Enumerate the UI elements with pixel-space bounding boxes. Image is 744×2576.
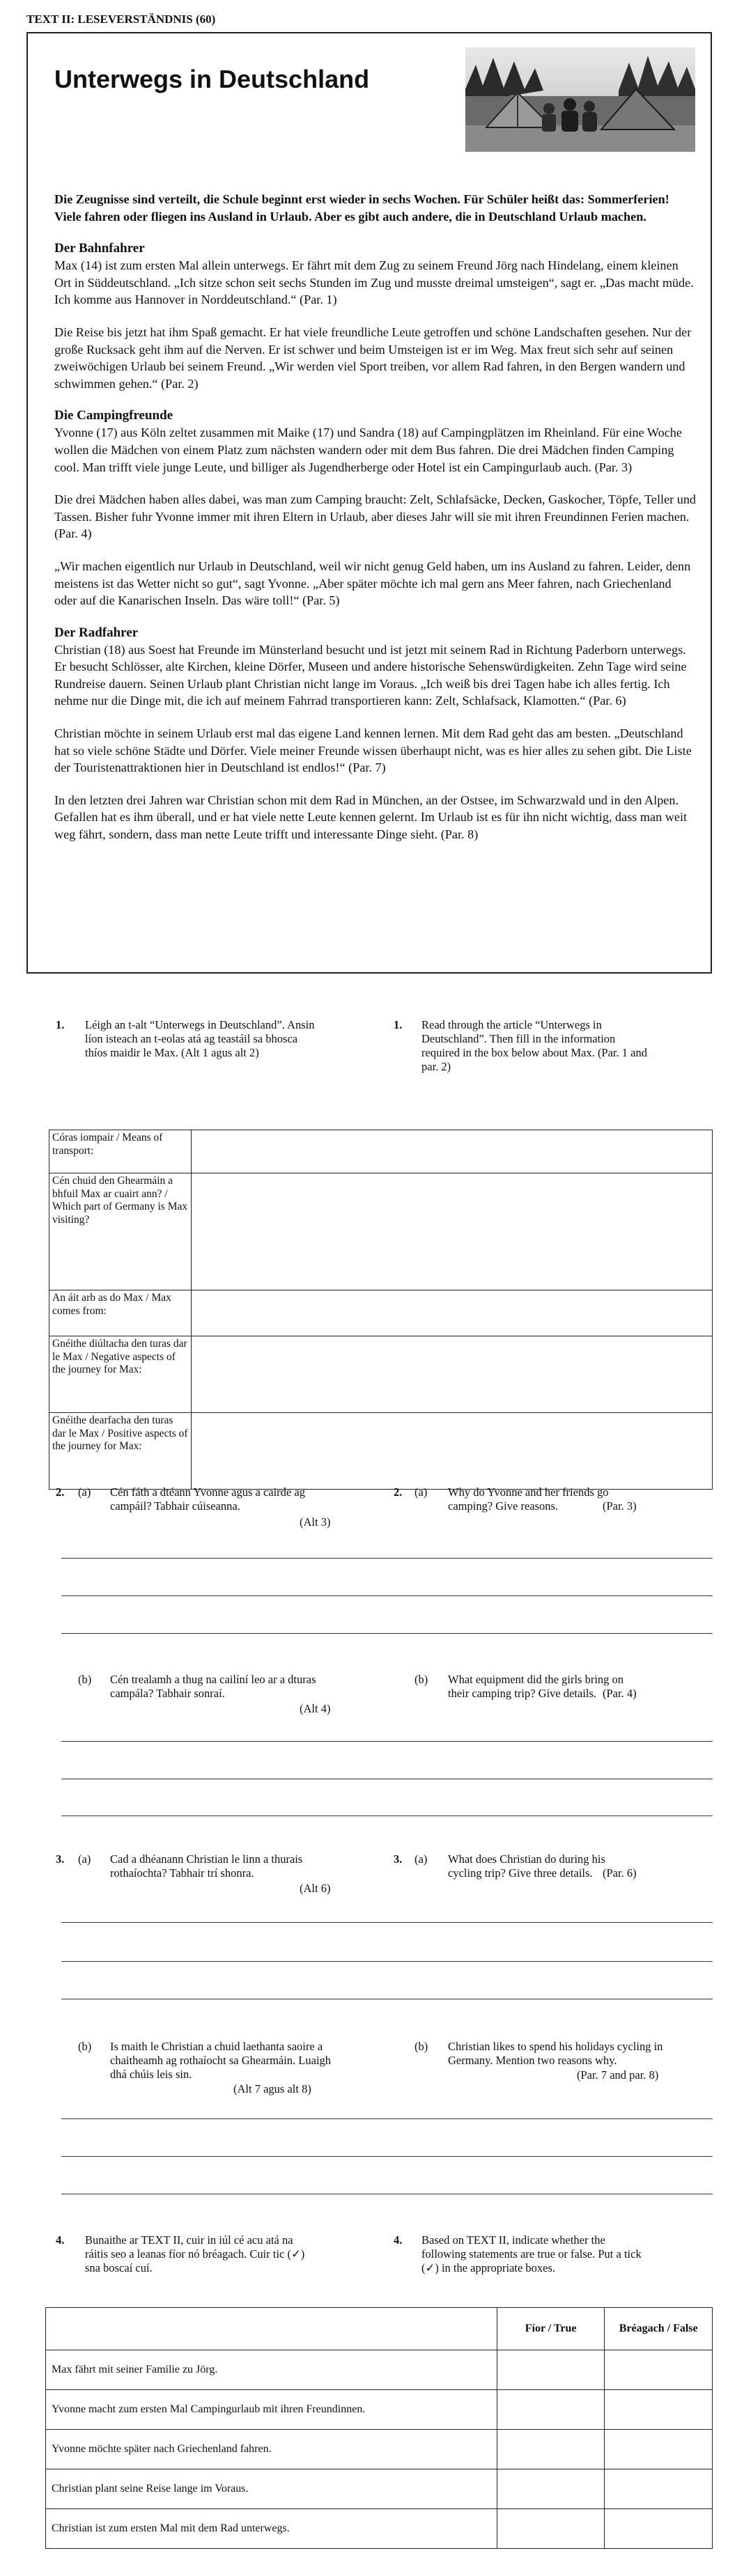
q2-number-en: 2. (394, 1485, 403, 1499)
q2b-ref-ga: (Alt 4) (300, 1702, 331, 1715)
statement-3: Yvonne möchte später nach Griechenland fahren. (46, 2430, 497, 2469)
answer-cell-positive[interactable] (192, 1413, 713, 1490)
q3b-label-ga: (b) (78, 2040, 92, 2053)
statement-5: Christian ist zum ersten Mal mit dem Rad unterwegs. (46, 2509, 497, 2549)
false-checkbox-4[interactable] (605, 2469, 713, 2509)
q3a-ref-en: (Par. 6) (603, 1866, 637, 1880)
q3b-ref-ga: (Alt 7 agus alt 8) (233, 2082, 311, 2095)
q3a-label-ga: (a) (78, 1852, 91, 1866)
q2a-label-en: (a) (414, 1485, 428, 1499)
false-checkbox-2[interactable] (605, 2390, 713, 2430)
true-checkbox-5[interactable] (497, 2509, 605, 2549)
paragraph-3: Yvonne (17) aus Köln zeltet zusammen mit Maike (17) und Sandra (18) auf Campingplätzen im Rheinland. Für eine Woche wollen die Mädchen von einem Platz zum nächsten wandern oder mit dem Bus fahren. Die drei Mädchen finden Camping cool. Man trifft viele junge Leute, und billiger als Jugendherberge oder Hotel ist ein Campingurlaub auch. (Par. 3) (54, 426, 682, 474)
table-row (49, 1413, 713, 1490)
false-checkbox-3[interactable] (605, 2430, 713, 2469)
article-title: Unterwegs in Deutschland (54, 65, 370, 93)
answer-line[interactable] (61, 1558, 713, 1559)
q1-instruction-en: Read through the article “Unterwegs in Deutschland”. Then fill in the information required in the box below about Max. (Par. 1 and par. 2) (421, 1018, 647, 1073)
q2b-label-ga: (b) (78, 1673, 92, 1686)
paragraph-2: Die Reise bis jetzt hat ihm Spaß gemacht. Er hat viele freundliche Leute getroffen und schöne Landschaften gesehen. Nur der große Rucksack geht ihm auf die Nerven. Er ist schwer und beim Umsteigen ist er im Weg. Max freut sich sehr auf seinen zweiwöchigen Urlaub bei seinem Freund. „Wir werden viel Sport treiben, vor allem Rad fahren, in den Bergen wandern und schwimmen gehen.“ (Par. 2) (54, 325, 692, 391)
article-photo (465, 47, 695, 152)
answer-line[interactable] (61, 1961, 713, 1962)
max-info-table (49, 1130, 713, 1490)
q3-number-en: 3. (394, 1852, 403, 1866)
true-checkbox-1[interactable] (497, 2350, 605, 2390)
paragraph-5: „Wir machen eigentlich nur Urlaub in Deutschland, weil wir nicht genug Geld haben, um ins Ausland zu fahren. Leider, denn meistens ist das Wetter nicht so gut“, sagt Yvonne. „Aber später möchte ich mal gern ans Meer fahren, nach Griechenland oder auf die Kanarischen Inseln. Das wäre toll!“ (Par. 5) (54, 559, 691, 608)
header-statement (46, 2308, 497, 2350)
section-heading-campingfreunde: Die Campingfreunde (54, 408, 173, 423)
table-row (46, 2390, 713, 2430)
table-row (49, 1173, 713, 1290)
answer-line[interactable] (61, 2118, 713, 2119)
row-label-region: Cén chuid den Ghearmáin a bhfuil Max ar cuairt ann? / Which part of Germany is Max visiting? (49, 1173, 192, 1290)
q3b-question-en: Christian likes to spend his holidays cycling in Germany. Mention two reasons why. (448, 2040, 663, 2067)
header-true: Fíor / True (497, 2308, 605, 2350)
table-header-row (46, 2308, 713, 2350)
answer-cell-region[interactable] (192, 1173, 713, 1290)
true-checkbox-2[interactable] (497, 2390, 605, 2430)
q3a-ref-ga: (Alt 6) (300, 1882, 331, 1895)
paragraph-1: Max (14) ist zum ersten Mal allein unterwegs. Er fährt mit dem Zug zu seinem Freund Jörg nach Hindelang, einem kleinen Ort in Süddeutschland. „Ich sitze schon seit sechs Stunden im Zug und musste dreimal umsteigen“, sagt er. „Das macht müde. Ich komme aus Hannover in Norddeutschland.“ (Par. 1) (54, 258, 694, 307)
table-row (49, 1290, 713, 1336)
q2-number-ga: 2. (56, 1485, 65, 1499)
q2b-question-ga: Cén trealamh a thug na cailíní leo ar a dturas campála? Tabhair sonraí. (110, 1673, 316, 1700)
q3a-label-en: (a) (414, 1852, 428, 1866)
statement-2: Yvonne macht zum ersten Mal Campingurlaub mit ihren Freundinnen. (46, 2390, 497, 2430)
q2b-label-en: (b) (414, 1673, 428, 1686)
q3b-label-en: (b) (414, 2040, 428, 2053)
q2b-question-en: What equipment did the girls bring on their camping trip? Give details. (448, 1673, 624, 1700)
q4-number-ga: 4. (56, 2233, 65, 2247)
answer-line[interactable] (61, 1741, 713, 1742)
q1-number-en: 1. (394, 1018, 403, 1031)
q2a-question-ga: Cén fáth a dtéann Yvonne agus a cairde ag campáil? Tabhair cúiseanna. (110, 1485, 305, 1513)
answer-line[interactable] (61, 1633, 713, 1634)
row-label-transport: Córas iompair / Means of transport: (49, 1130, 192, 1173)
statement-4: Christian plant seine Reise lange im Voraus. (46, 2469, 497, 2509)
q2a-ref-en: (Par. 3) (603, 1499, 637, 1513)
article-body (54, 191, 697, 859)
q3a-question-ga: Cad a dhéanann Christian le linn a thurais rothaíochta? Tabhair trí shonra. (110, 1852, 303, 1880)
q4-number-en: 4. (394, 2233, 403, 2247)
true-checkbox-3[interactable] (497, 2430, 605, 2469)
article-box (26, 32, 712, 974)
q2a-ref-ga: (Alt 3) (300, 1515, 331, 1529)
paragraph-8: In den letzten drei Jahren war Christian schon mit dem Rad in München, an der Ostsee, im Schwarzwald und in den Alpen. Gefallen hat es ihm überall, und er hat viele nette Leute kennen gelernt. Im Urlaub ist es für ihn nicht wichtig, dass man weit weg fährt, sondern, dass man nette Leute trifft und interessante Dinge sieht. (Par. 8) (54, 793, 688, 842)
table-row (46, 2509, 713, 2549)
q2a-question-en: Why do Yvonne and her friends go camping? Give reasons. (448, 1485, 609, 1513)
answer-cell-negative[interactable] (192, 1336, 713, 1413)
answer-line[interactable] (61, 1922, 713, 1923)
q2b-ref-en: (Par. 4) (603, 1687, 637, 1700)
section-heading-radfahrer: Der Radfahrer (54, 625, 139, 640)
answer-line[interactable] (61, 2156, 713, 2157)
row-label-positive: Gnéithe dearfacha den turas dar le Max / Positive aspects of the journey for Max: (49, 1413, 192, 1490)
q2a-label-ga: (a) (78, 1485, 91, 1499)
q4-instruction-en: Based on TEXT II, indicate whether the following statements are true or false. Put a tick (✓) in the appropriate boxes. (421, 2233, 642, 2274)
q3b-ref-en: (Par. 7 and par. 8) (577, 2068, 659, 2082)
article-intro: Die Zeugnisse sind verteilt, die Schule beginnt erst wieder in sechs Wochen. Für Schüler heißt das: Sommerferien! Viele fahren oder fliegen ins Ausland in Urlaub. Aber es gibt auch andere, die in Deutschland Urlaub machen. (54, 192, 669, 224)
q3b-question-ga: Is maith le Christian a chuid laethanta saoire a chaitheamh ag rothaíocht sa Ghearmáin. Luaigh dhá chúis leis sin. (110, 2040, 332, 2081)
paragraph-4: Die drei Mädchen haben alles dabei, was man zum Camping braucht: Zelt, Schlafsäcke, Decken, Gaskocher, Töpfe, Teller und Tassen. Bisher fuhr Yvonne immer mit ihren Eltern in Urlaub, aber dieses Jahr will sie mit ihren Freundinnen Ferien machen. (Par. 4) (54, 492, 697, 541)
paragraph-6: Christian (18) aus Soest hat Freunde im Münsterland besucht und ist jetzt mit seinem Rad in Richtung Paderborn unterwegs. Er besucht Schlösser, alte Kirchen, kleine Dörfer, Museen und andere historische Sehenswürdigkeiten. Zehn Tage wird seine Rundreise dauern. Seinen Urlaub plant Christian nicht lange im Voraus. „Ich weiß bis drei Tagen habe ich alles fertig. Ich nehme nur die Dinge mit, die ich auf meinem Fahrrad transportieren kann: Zelt, Schlafsack, Klamotten.“ (Par. 6) (54, 642, 687, 708)
q1-instruction-ga: Léigh an t-alt “Unterwegs in Deutschland”. Ansin líon isteach an t-eolas atá ag teastáil sa bhosca thíos maidir le Max. (Alt 1 agus alt 2) (85, 1018, 315, 1059)
q3a-question-en: What does Christian do during his cycling trip? Give three details. (448, 1852, 605, 1880)
table-row (46, 2430, 713, 2469)
answer-cell-origin[interactable] (192, 1290, 713, 1336)
answer-cell-transport[interactable] (192, 1130, 713, 1173)
paragraph-7: Christian möchte in seinem Urlaub erst mal das eigene Land kennen lernen. Mit dem Rad geht das am besten. „Deutschland hat so viele schöne Städte und Dörfer. Viele meiner Freunde wissen überhaupt nicht, was es hier alles zu sehen gibt. Die Liste der Touristenattraktionen hier in Deutschland ist endlos!“ (Par. 7) (54, 726, 692, 775)
row-label-negative: Gnéithe diúltacha den turas dar le Max / Negative aspects of the journey for Max: (49, 1336, 192, 1413)
q3-number-ga: 3. (56, 1852, 65, 1866)
table-row (46, 2350, 713, 2390)
table-row (49, 1336, 713, 1413)
false-checkbox-5[interactable] (605, 2509, 713, 2549)
true-checkbox-4[interactable] (497, 2469, 605, 2509)
section-heading-bahnfahrer: Der Bahnfahrer (54, 241, 145, 256)
q4-instruction-ga: Bunaithe ar TEXT II, cuir in iúl cé acu atá na ráitis seo a leanas fíor nó bréagach. Cuir tic (✓) sna boscaí cuí. (85, 2233, 305, 2274)
table-row (49, 1130, 713, 1173)
header-false: Bréagach / False (605, 2308, 713, 2350)
q1-number-ga: 1. (56, 1018, 65, 1031)
answer-line[interactable] (61, 1595, 713, 1596)
false-checkbox-1[interactable] (605, 2350, 713, 2390)
true-false-table (45, 2307, 713, 2549)
statement-1: Max fährt mit seiner Familie zu Jörg. (46, 2350, 497, 2390)
section-header: TEXT II: LESEVERSTÄNDNIS (60) (26, 13, 216, 26)
table-row (46, 2469, 713, 2509)
row-label-origin: An áit arb as do Max / Max comes from: (49, 1290, 192, 1336)
